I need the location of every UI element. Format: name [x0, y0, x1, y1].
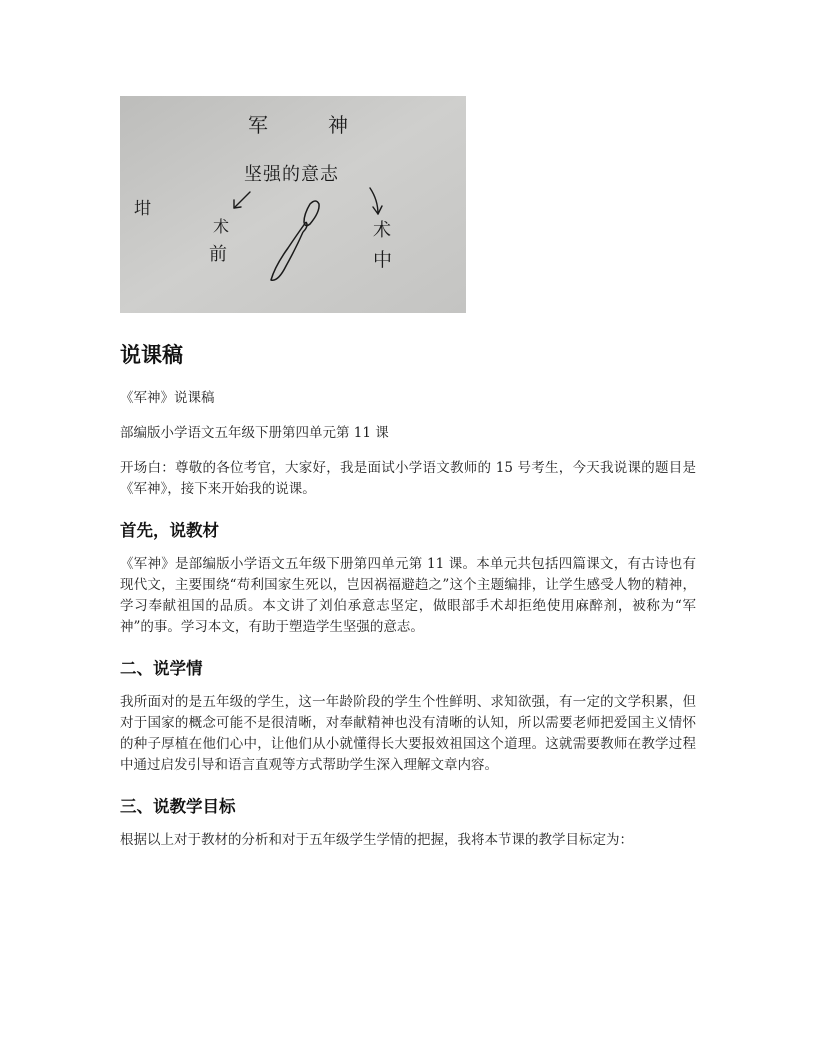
sketch-right-char-1: 术 [373, 220, 391, 241]
sketch-char-shen: 神 [328, 113, 348, 137]
section-body-students: 我所面对的是五年级的学生，这一年龄阶段的学生个性鲜明、求知欲强，有一定的文学积累，但对于国家的概念可能不是很清晰，对奉献精神也没有清晰的认知，所以需要老师把爱国主义情怀的种子厚植在他们心中，让他们从小就懂得长大要报效祖国这个道理。这就需要教师在教学过程中通过启发引导和语言直观等方式帮助学生深入理解文章内容。 [120, 694, 696, 773]
section-body-objectives: 根据以上对于教材的分析和对于五年级学生学情的把握，我将本节课的教学目标定为： [120, 832, 633, 848]
section-body-textbook: 《军神》是部编版小学语文五年级下册第四单元第 11 课。本单元共包括四篇课文，有古诗也有现代文，主要围绕“苟利国家生死以，岂因祸福避趋之”这个主题编排，让学生感受人物的精神，学习奉献祖国的品质。本文讲了刘伯承意志坚定，做眼部手术却拒绝使用麻醉剂，被称为“军神”的事。学习本文，有助于塑造学生坚强的意志。 [120, 556, 696, 635]
sketch-margin-char: 坩 [134, 199, 151, 219]
handwritten-sketch-photo [120, 96, 466, 313]
document-subtitle: 《军神》说课稿 [120, 390, 215, 406]
sketch-left-char-2: 前 [209, 244, 227, 265]
sketch-left-char-1: 术 [213, 217, 230, 236]
sketch-canvas [120, 96, 466, 313]
course-info: 部编版小学语文五年级下册第四单元第 11 课 [120, 425, 389, 441]
document-title: 说课稿 [120, 343, 183, 367]
sketch-center-phrase: 坚强的意志 [244, 164, 339, 185]
photo-background [120, 96, 466, 313]
section-heading-students: 二、说学情 [120, 659, 203, 678]
opening-paragraph: 开场白：尊敬的各位考官，大家好，我是面试小学语文教师的 15 号考生，今天我说课的题目是《军神》，接下来开始我的说课。 [120, 460, 696, 497]
section-heading-objectives: 三、说教学目标 [120, 797, 236, 816]
sketch-char-jun: 军 [248, 113, 268, 137]
document-body [120, 330, 696, 851]
section-heading-textbook: 首先，说教材 [120, 521, 219, 540]
sketch-right-char-2: 中 [373, 249, 393, 271]
